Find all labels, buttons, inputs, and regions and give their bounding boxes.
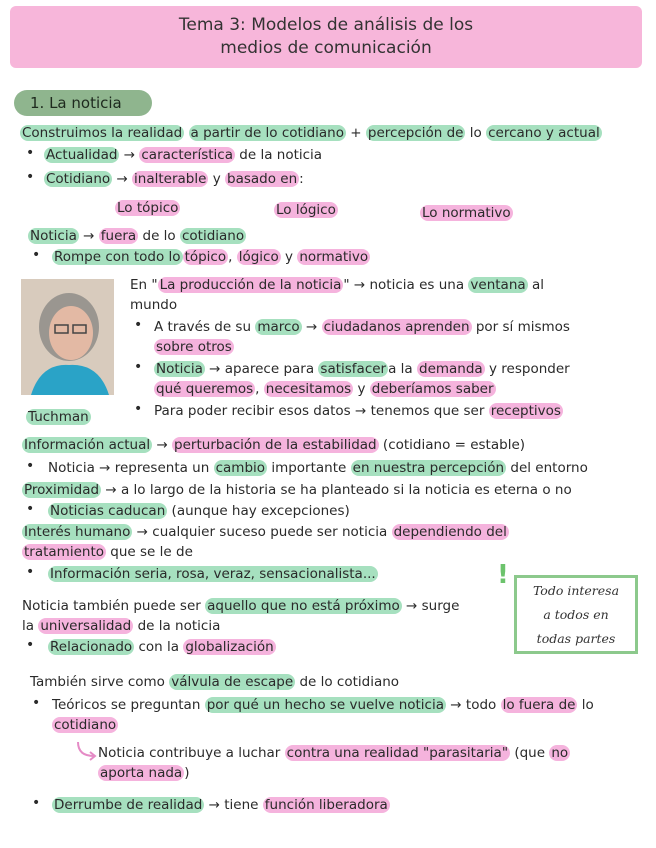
text: y <box>285 249 294 265</box>
hl-lo-fuera: lo fuera de <box>502 697 576 713</box>
hl-satisfacer: satisfacer <box>320 361 387 377</box>
hl-inalterable: inalterable <box>134 171 207 187</box>
text: Noticia → representa un <box>48 460 210 476</box>
text: a la <box>388 361 413 377</box>
bullet-representa <box>48 460 588 476</box>
text: de la noticia <box>137 618 221 634</box>
curved-arrow-icon <box>74 740 98 762</box>
hl-deberiamos: deberíamos saber <box>371 381 494 397</box>
hl-topico: tópico <box>184 249 227 265</box>
hl-construimos: Construimos la realidad <box>22 125 183 141</box>
text: : <box>299 171 304 187</box>
hl-produccion: La producción de la noticia <box>159 277 342 293</box>
text: → cualquier suceso puede ser noticia <box>136 524 388 540</box>
hl-funcion: función liberadora <box>264 797 388 813</box>
hl-cotidiano: cotidiano <box>181 228 245 244</box>
text: Para poder recibir esos datos → tenemos que ser <box>154 403 485 419</box>
plus: + <box>350 125 362 141</box>
hl-caracteristica: característica <box>141 147 233 163</box>
hl-normativo: normativo <box>299 249 369 265</box>
title-line-1: Tema 3: Modelos de análisis de los <box>178 15 474 35</box>
arrow: → <box>116 171 128 187</box>
hl-info-seria: Información seria, rosa, veraz, sensacionalista... <box>50 566 376 582</box>
hl-dependiendo: dependiendo del <box>393 524 507 540</box>
bullet-relacionado <box>48 639 276 655</box>
text: A través de su <box>154 319 252 335</box>
section-heading: 1. La noticia <box>14 90 152 116</box>
hl-basado: basado en <box>227 171 298 187</box>
bullet-dot: • <box>26 501 35 517</box>
hl-relacionado: Relacionado <box>50 639 133 655</box>
text: y <box>357 381 366 397</box>
hl-derrumbe: Derrumbe de realidad <box>54 797 203 813</box>
title-line-2: medios de comunicación <box>220 38 432 58</box>
text: → surge <box>406 598 460 614</box>
text: importante <box>271 460 347 476</box>
hl-caducan: Noticias caducan <box>50 503 166 519</box>
bullet-dot: • <box>26 637 35 653</box>
bullet-dot: • <box>26 564 35 580</box>
text: (que <box>514 745 546 761</box>
text: (cotidiano = estable) <box>382 437 526 453</box>
hl-ventana: ventana <box>470 277 526 293</box>
text: En " <box>130 277 158 293</box>
hl-cambio: cambio <box>215 460 266 476</box>
text: de la noticia <box>239 147 323 163</box>
hl-universalidad: universalidad <box>40 618 132 634</box>
hl-sobre-otros: sobre otros <box>156 339 232 355</box>
hl-actualidad: Actualidad <box>46 147 118 163</box>
bullet-dot: • <box>134 401 143 417</box>
hl-cotidiano: cotidiano <box>54 717 117 733</box>
text: al <box>531 277 544 293</box>
line-construimos <box>20 125 602 141</box>
sub-noticia-cont <box>98 765 189 781</box>
hl-tuchman: Tuchman <box>28 409 89 425</box>
hl-a-partir: a partir de lo cotidiano <box>190 125 344 141</box>
quote-line-3: todas partes <box>536 630 616 646</box>
bullet-teoricos-cont <box>52 717 118 733</box>
bullet-rompe <box>52 249 370 265</box>
triad-topico <box>115 200 180 216</box>
hl-normativo: Lo normativo <box>422 205 511 221</box>
hl-marco: marco <box>257 319 300 335</box>
bullet-cotidiano <box>44 171 304 187</box>
tuch-s1 <box>154 319 570 335</box>
line-proximidad <box>22 482 572 498</box>
tuch-s2 <box>154 361 570 377</box>
arrow: → <box>305 319 318 335</box>
hl-percepcion: en nuestra percepción <box>352 460 505 476</box>
tuch-s3 <box>154 403 563 419</box>
hl-globalizacion: globalización <box>185 639 274 655</box>
text: Noticia contribuye a luchar <box>98 745 281 761</box>
hl-aquello: aquello que no está próximo <box>207 598 400 614</box>
tuch-s1-cont <box>154 339 234 355</box>
text: → aparece para <box>209 361 315 377</box>
text: que se le de <box>110 544 193 560</box>
bullet-dot: • <box>134 317 143 333</box>
hl-no: no <box>551 745 569 761</box>
line-tambien <box>22 598 459 614</box>
text-lo: lo <box>469 125 482 141</box>
hl-fuera: fuera <box>100 228 137 244</box>
bullet-dot: • <box>32 695 41 711</box>
text: por sí mismos <box>475 319 570 335</box>
text: del entorno <box>510 460 588 476</box>
triad-normativo <box>420 205 513 221</box>
hl-topico: Lo tópico <box>117 200 179 216</box>
quote-box <box>514 575 638 654</box>
hl-ciudadanos: ciudadanos aprenden <box>323 319 470 335</box>
hl-aporta: aporta nada <box>100 765 183 781</box>
hl-queremos: qué queremos <box>156 381 254 397</box>
tuch-intro-2: mundo <box>130 297 178 313</box>
tuchman-label <box>26 409 91 425</box>
tuch-s2-cont <box>154 381 496 397</box>
hl-demanda: demanda <box>419 361 483 377</box>
text: , <box>255 381 260 397</box>
bullet-dot: • <box>134 359 143 375</box>
arrow: → <box>83 228 95 244</box>
hl-parasitaria: contra una realidad "parasitaria" <box>286 745 509 761</box>
hl-tratamiento: tratamiento <box>24 544 104 560</box>
hl-por-que: por qué un hecho se vuelve noticia <box>206 697 444 713</box>
line-interes <box>22 524 509 540</box>
bullet-dot: • <box>26 145 35 161</box>
bullet-dot: • <box>26 169 35 185</box>
tuchman-photo <box>21 279 114 395</box>
bullet-dot: • <box>26 458 35 474</box>
text: y <box>212 171 221 187</box>
text: de lo cotidiano <box>299 674 400 690</box>
bullet-info-seria <box>48 566 378 582</box>
hl-rompe: Rompe con todo lo <box>54 249 181 265</box>
bullet-caducan <box>48 503 350 519</box>
bullet-derrumbe <box>52 797 390 813</box>
tuch-intro <box>130 277 544 293</box>
hl-necesitamos: necesitamos <box>265 381 352 397</box>
line-info-actual <box>22 437 525 453</box>
sub-noticia <box>98 745 570 761</box>
text: → a lo largo de la historia se ha planteado si la noticia es eterna o no <box>105 482 572 498</box>
text: la <box>22 618 35 634</box>
text: lo <box>581 697 594 713</box>
title-banner <box>10 6 642 68</box>
hl-noticia: Noticia <box>30 228 77 244</box>
text: Teóricos se preguntan <box>52 697 201 713</box>
line-tambien-cont <box>22 618 220 634</box>
hl-info-actual: Información actual <box>24 437 151 453</box>
quote-line-2: a todos en <box>543 606 609 622</box>
bullet-teoricos <box>52 697 594 713</box>
text: (aunque hay excepciones) <box>171 503 350 519</box>
line-noticia-fuera <box>28 228 246 244</box>
portrait-illustration <box>21 279 114 395</box>
hl-receptivos: receptivos <box>490 403 561 419</box>
text: con la <box>138 639 180 655</box>
text: , <box>228 249 233 265</box>
hl-proximidad: Proximidad <box>24 482 100 498</box>
hl-interes: Interés humano <box>24 524 131 540</box>
line-interes-cont <box>22 544 193 560</box>
hl-cotidiano: Cotidiano <box>46 171 111 187</box>
text: → todo <box>450 697 497 713</box>
hl-cercano: cercano y actual <box>488 125 600 141</box>
bullet-dot: • <box>32 247 41 263</box>
bullet-actualidad <box>44 147 322 163</box>
text: de lo <box>142 228 176 244</box>
bullet-dot: • <box>32 795 41 811</box>
text: → tiene <box>208 797 259 813</box>
text: También sirve como <box>30 674 165 690</box>
text: ) <box>184 765 190 781</box>
arrow: → <box>156 437 168 453</box>
hl-logico: lógico <box>238 249 279 265</box>
text: y responder <box>489 361 570 377</box>
arrow: → <box>123 147 136 163</box>
hl-perturbacion: perturbación de la estabilidad <box>174 437 377 453</box>
hl-valvula: válvula de escape <box>171 674 294 690</box>
text: Noticia también puede ser <box>22 598 201 614</box>
line-valvula <box>30 674 399 690</box>
hl-percepcion: percepción de <box>367 125 464 141</box>
hl-noticia: Noticia <box>156 361 203 377</box>
exclamation-icon: ! <box>497 560 509 590</box>
quote-line-1: Todo interesa <box>532 582 620 598</box>
hl-logico: Lo lógico <box>276 202 336 218</box>
text: " → noticia es una <box>343 277 465 293</box>
triad-logico <box>274 202 338 218</box>
